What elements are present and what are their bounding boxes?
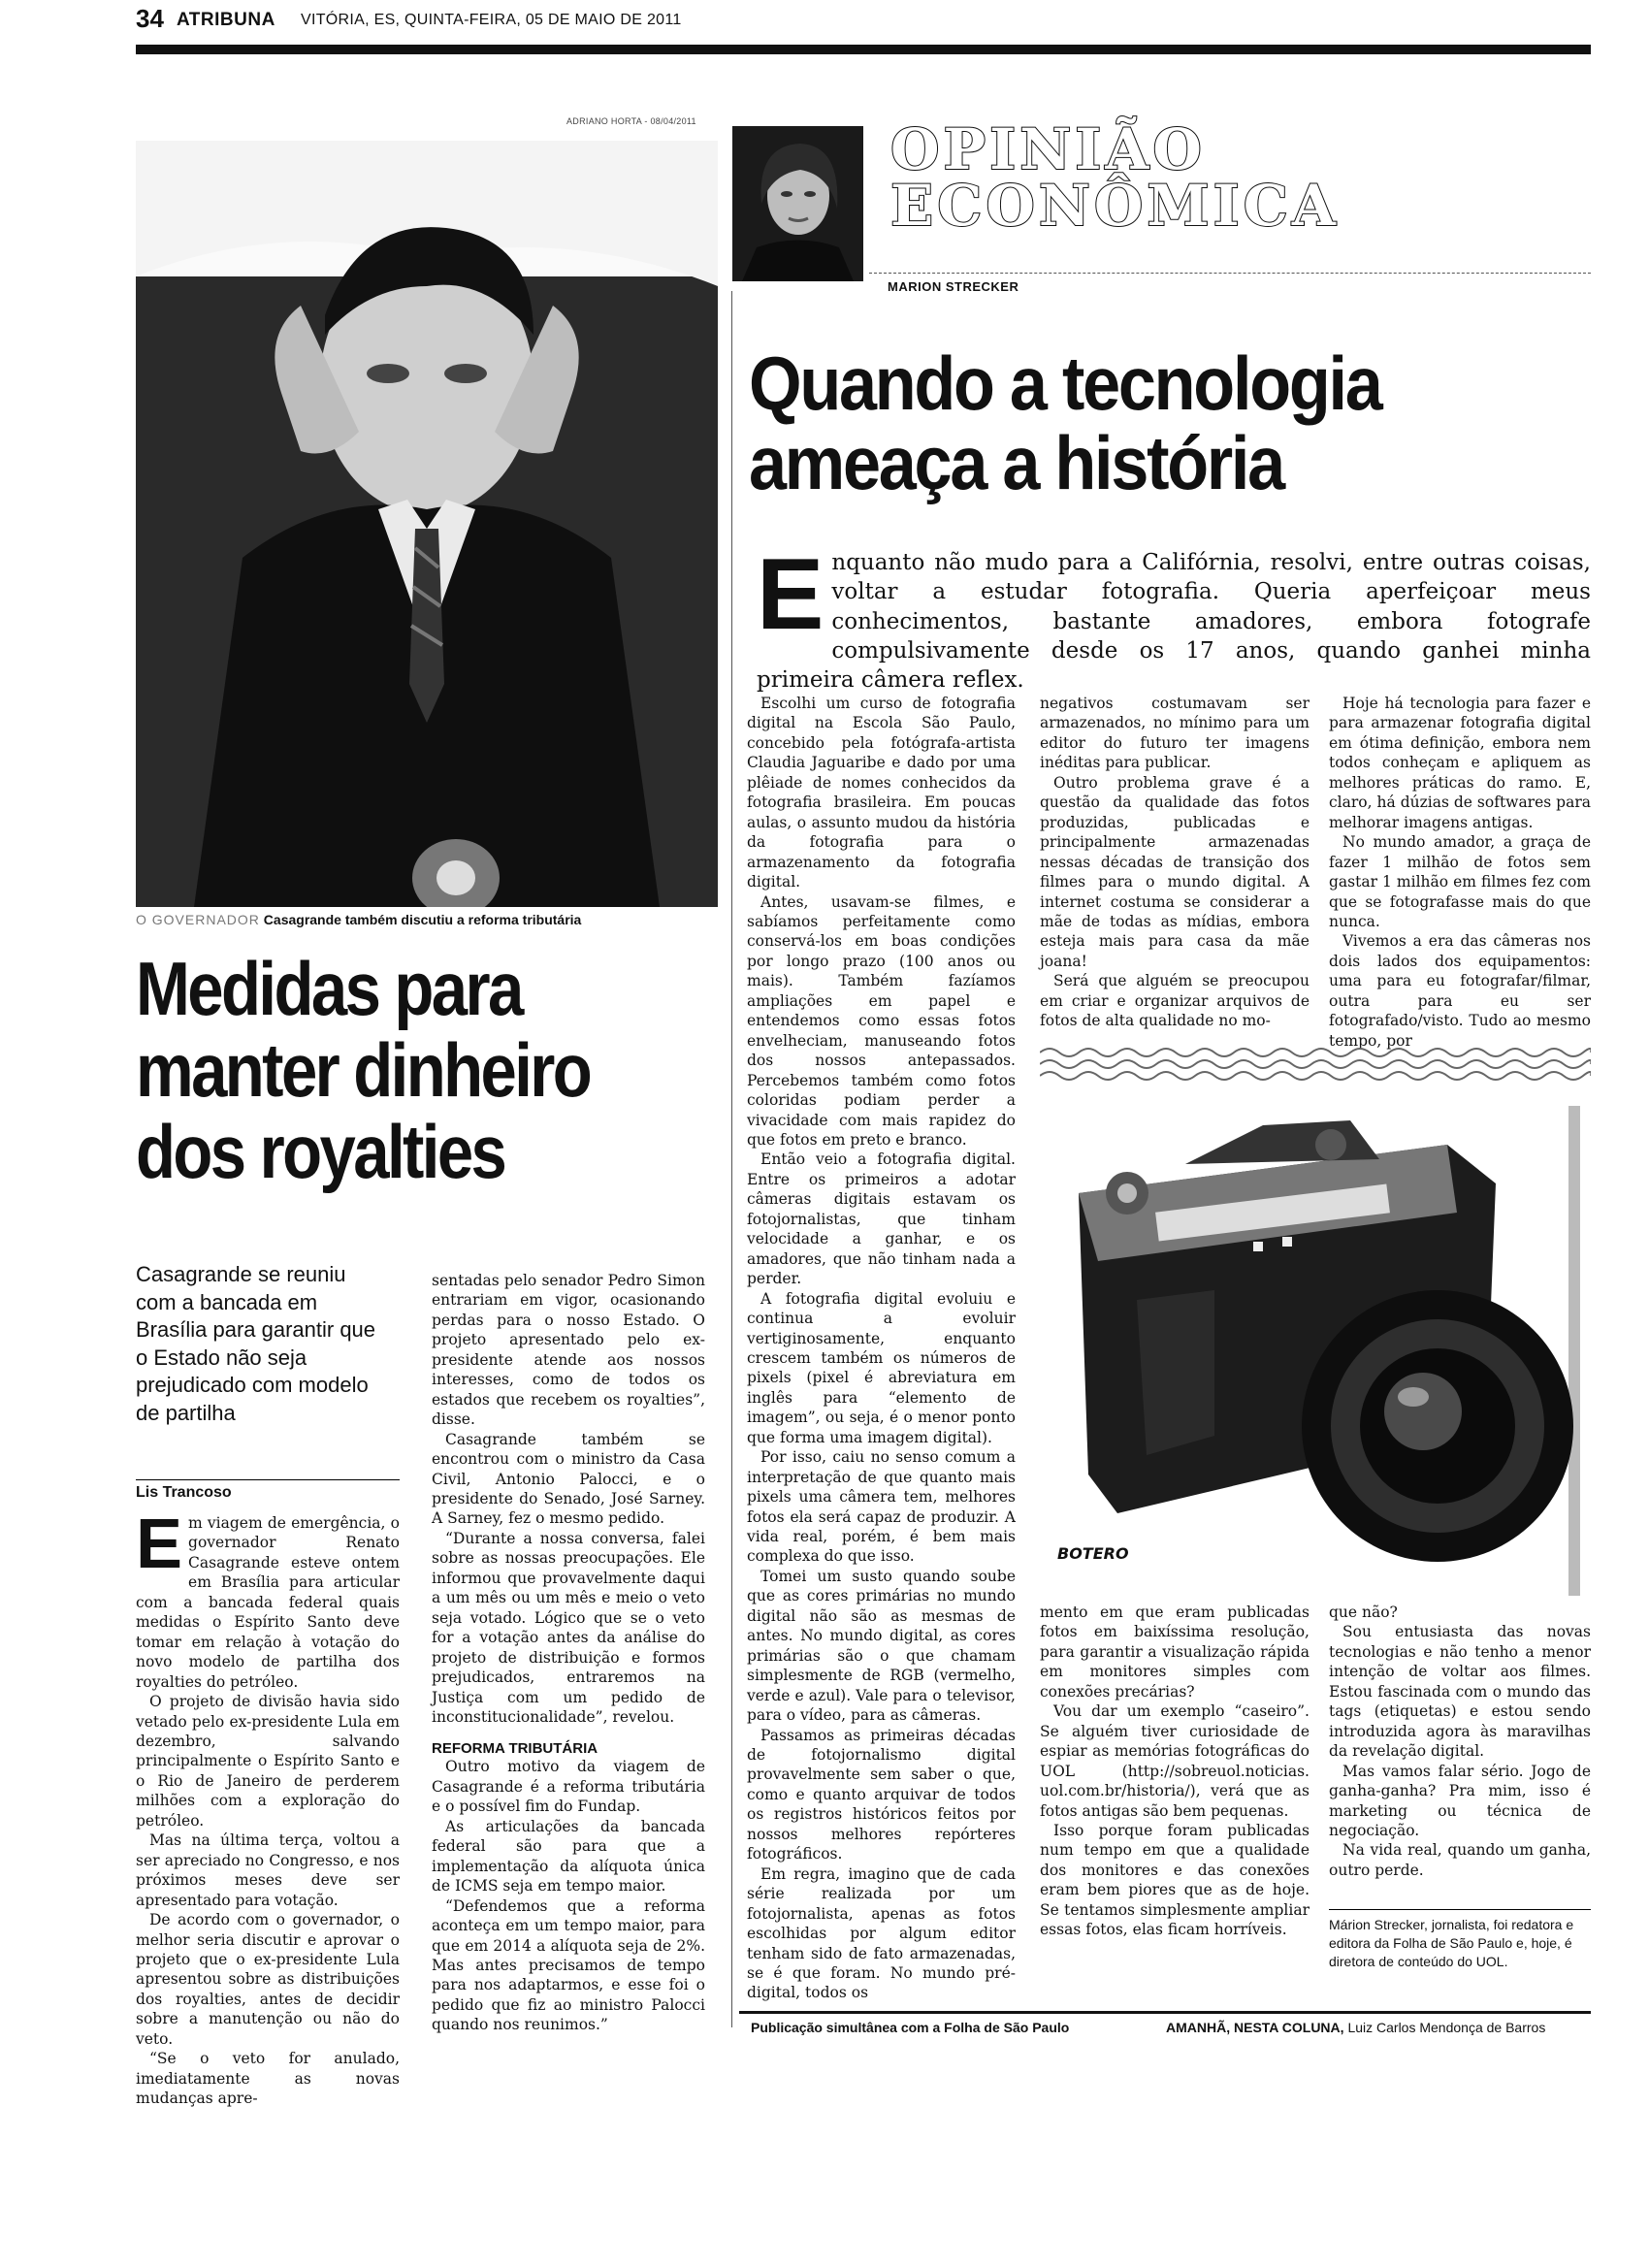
paragraph: O projeto de divisão havia sido vetado pelo ex-presidente Lula em dezembro, salvando principalmente o Espírito Santo e o Rio de Janeiro de perderem milhões com a exploração do petróleo. — [136, 1693, 400, 1830]
paragraph: Sou entusiasta das novas tecnologias e não tenho a menor intenção de voltar aos filmes. Estou fascinada com o mundo das tags (etiquetas) e estou sendo introduzida agora às maravilhas da revelação digital. — [1329, 1623, 1591, 1761]
paragraph: Vivemos a era das câmeras nos dois lados dos equipamentos: uma para eu fotografar/filmar, outra para eu ser fotografado/visto. Tudo ao mesmo tempo, por — [1329, 932, 1591, 1050]
paragraph: Em regra, imagino que de cada série realizada por um fotojornalista, apenas as fotos escolhidas por algum editor tenham sido de fato armazenadas, se é que foram. No mundo pré-digital, todos os — [747, 1864, 1016, 2002]
caption-text: Casagrande também discutiu a reforma tributária — [263, 912, 582, 927]
lede-text: nquanto não mudo para a Califórnia, resolvi, entre outras coisas, voltar a estudar fotografia. Queria aperfeiçoar meus conhecimentos, bastante amadores, embora fotografe compulsivamente desde os 17 anos, quando ganhei minha primeira câmera reflex. — [757, 550, 1591, 694]
right-column-2-continued — [1040, 1603, 1310, 1940]
paragraph: Casagrande também se encontrou com o ministro da Casa Civil, Antonio Palocci, e o presidente do Senado, José Sarney. A Sarney, fez o mesmo pedido. — [432, 1430, 705, 1528]
paragraph: Hoje há tecnologia para fazer e para armazenar fotografia digital em ótima definição, embora nem todos conheçam e apliquem as melhores práticas do ramo. E, claro, há dúzias de softwares para melhorar imagens antigas. — [1329, 695, 1591, 831]
section-title-line: ECONÔMICA — [890, 173, 1340, 239]
bio-rule — [1329, 1909, 1591, 1910]
paragraph: Antes, usavam-se filmes, e sabíamos perfeitamente como conservá-los em boas condições por longo prazo (100 anos ou mais). Também fazíamos ampliações em papel e entendemos como essas fotos envelheciam, manuseando fotos dos nossos antepassados. Percebemos também como fotos coloridas podiam perder a vivacidade com mais rapidez do que fotos em preto e branco. — [747, 892, 1016, 1149]
wave-pattern — [1040, 1043, 1591, 1091]
right-column-2 — [1040, 694, 1310, 1031]
paragraph: “Durante a nossa conversa, falei sobre as nossas preocupações. Ele informou que provavelmente daqui a um mês ou um mês e meio o veto seja votado. Lógico que se o veto for a votação antes da análise do projeto de distribuição e formos prejudicados, entraremos na Justiça com um pedido de inconstitucionalidade”, revelou. — [432, 1529, 705, 1726]
section-rule — [869, 273, 1591, 274]
paragraph: mento em que eram publicadas fotos em baixíssima resolução, para garantir a visualização rápida em monitores simples com conexões precárias? — [1040, 1604, 1310, 1701]
subhead: REFORMA TRIBUTÁRIA — [432, 1740, 598, 1758]
byline-rule — [136, 1479, 400, 1480]
caption-kicker: O GOVERNADOR — [136, 912, 260, 927]
paragraph: Por isso, caiu no senso comum a interpretação de que quanto mais pixels uma câmera tem, melhores fotos ela será capaz de produzir. A vida real, porém, é bem mais complexa do que isso. — [747, 1448, 1016, 1566]
paragraph: As articulações da bancada federal são para que a implementação da alíquota única de ICMS seja em tempo maior. — [432, 1817, 705, 1895]
paragraph: “Defendemos que a reforma aconteça em um tempo maior, para que em 2014 a alíquota seja de 2%. Mas antes precisamos de tempo para nos adaptarmos, e esse foi o pedido que fiz ao ministro Palocci quando nos reunimos.” — [432, 1896, 705, 2034]
page-number: 34 — [136, 4, 164, 33]
footer-rule — [739, 2011, 1591, 2014]
footer-next-column — [1166, 2020, 1545, 2035]
left-deck: Casagrande se reuniu com a bancada em Brasília para garantir que o Estado não seja prejudicado com modelo de partilha — [136, 1262, 376, 1425]
byline: Lis Trancoso — [136, 1484, 232, 1501]
paragraph: sentadas pelo senador Pedro Simon entrariam em vigor, ocasionando perdas para o nosso Estado. O projeto apresentado pelo ex-presidente atende aos nossos interesses, como de todos os estados que recebem os royalties”, disse. — [432, 1272, 705, 1429]
paragraph-text: m viagem de emergência, o governador Renato Casagrande esteve ontem em Brasília para articular com a bancada federal quais medidas o Espírito Santo deve tomar em relação à votação do novo modelo de partilha dos royalties do petróleo. — [136, 1514, 400, 1691]
header-rule — [136, 45, 1591, 54]
paragraph: Mas na última terça, voltou a ser apreciado no Congresso, e nos próximos meses deve ser apresentado para votação. — [136, 1831, 400, 1909]
author-bio: Márion Strecker, jornalista, foi redatora e editora da Folha de São Paulo e, hoje, é diretora de conteúdo do UOL. — [1329, 1917, 1574, 1969]
paragraph: De acordo com o governador, o melhor seria discutir e aprovar o projeto que o ex-presidente Lula apresentou sobre as distribuições dos royalties, antes de decidir sobre a manutenção ou não do veto. — [136, 1911, 400, 2048]
camera-drawing — [1040, 1106, 1591, 1596]
author-portrait-illustration — [732, 126, 863, 281]
paragraph — [136, 1506, 400, 1692]
paragraph: Tomei um susto quando soube que as cores primárias no mundo digital não são as mesmas de antes. No mundo digital, as cores primárias são o que chamam simplesmente de RGB (vermelho, verde e azul). Vale para o televisor, para o vídeo, para as câmeras. — [747, 1567, 1016, 1725]
footer-publication-note: Publicação simultânea com a Folha de São Paulo — [751, 2020, 1070, 2035]
photo-caption — [136, 912, 718, 927]
column-separator — [731, 291, 732, 2027]
page-header — [136, 4, 1591, 45]
paragraph: Será que alguém se preocupou em criar e organizar arquivos de fotos de alta qualidade no mo- — [1040, 972, 1310, 1030]
paragraph: Na vida real, quando um ganha, outro perde. — [1329, 1841, 1591, 1879]
paragraph: Vou dar um exemplo “caseiro”. Se alguém tiver curiosidade de espiar as memórias fotográficas do UOL (http://sobreuol.noticias. uol.com.br/historia/), verá que as fotos antigas são bem pequenas. — [1040, 1702, 1310, 1820]
paragraph: Outro motivo da viagem de Casagrande é a reforma tributária e o possível fim do Fundap. — [432, 1758, 705, 1816]
right-column-3-continued — [1329, 1603, 1591, 1880]
paragraph: Isso porque foram publicadas num tempo em que a qualidade dos monitores e das conexões eram bem piores que as de hoje. Se tentamos simplesmente ampliar essas fotos, elas ficam horríveis. — [1040, 1821, 1310, 1939]
author-name: MARION STRECKER — [888, 279, 1019, 294]
author-photo — [732, 126, 863, 281]
camera-illustration — [1040, 1106, 1591, 1596]
paragraph: A fotografia digital evoluiu e continua a evoluir vertiginosamente, enquanto crescem também os números de pixels (pixel é abreviatura em inglês para “elemento de imagem”, ou seja, é o menor ponto que forma uma imagem digital). — [747, 1289, 1016, 1446]
left-headline — [136, 946, 636, 1195]
right-headline-line: ameaça a história — [749, 419, 1283, 505]
governor-photo — [136, 141, 718, 907]
lede-dropcap: E — [757, 538, 824, 651]
dropcap: E — [136, 1506, 183, 1583]
section-title — [890, 116, 1340, 239]
paragraph: Então veio a fotografia digital. Entre os primeiros a adotar câmeras digitais estavam os fotojornalistas, que tinham velocidade a ganhar, e os amadores, que não tinham nada a perder. — [747, 1150, 1016, 1288]
right-headline — [749, 340, 1500, 505]
right-headline-line: Quando a tecnologia — [749, 340, 1381, 426]
left-column-1 — [136, 1506, 400, 2109]
wave-divider — [1040, 1043, 1591, 1091]
paragraph: que não? — [1329, 1604, 1398, 1621]
photo-credit: ADRIANO HORTA - 08/04/2011 — [566, 116, 696, 126]
governor-photo-illustration — [136, 141, 718, 907]
newspaper-name: ATRIBUNA — [177, 10, 275, 30]
paragraph: Escolhi um curso de fotografia digital na Escola São Paulo, concebido pela fotógrafa-artista Claudia Jaguaribe e dado por uma plêiade de nomes conhecidos da fotografia brasileira. Em poucas aulas, o assunto mudou da história da fotografia para o armazenamento da fotografia digital. — [747, 695, 1016, 891]
paragraph: Mas vamos falar sério. Jogo de ganha-ganha? Pra mim, isso é marketing ou técnica de negociação. — [1329, 1762, 1591, 1839]
footer-next-name: Luiz Carlos Mendonça de Barros — [1347, 2020, 1546, 2035]
right-column-3 — [1329, 694, 1591, 1051]
lede-paragraph — [757, 538, 1591, 696]
paragraph: No mundo amador, a graça de fazer 1 milhão de fotos sem gastar 1 milhão em filmes fez com que se fotografasse mais do que nunca. — [1329, 833, 1591, 930]
dateline: VITÓRIA, ES, QUINTA-FEIRA, 05 DE MAIO DE 2011 — [301, 12, 682, 28]
paragraph: negativos costumavam ser armazenados, no mínimo para um editor do futuro ter imagens inéditas para publicar. — [1040, 695, 1310, 772]
paragraph: Outro problema grave é a questão da qualidade das fotos produzidas, publicadas e principalmente armazenadas nessas décadas de transição dos filmes para o mundo digital. A internet costuma se considerar a mãe de todas as mídias, embora esteja mais para casa da mãe joana! — [1040, 773, 1310, 970]
section-title-line: OPINIÃO — [890, 116, 1206, 182]
illustration-signature: BOTERO — [1057, 1544, 1129, 1563]
right-column-1 — [747, 694, 1016, 2003]
left-headline-line: manter dinheiro — [136, 1027, 591, 1113]
footer-next-label: AMANHÃ, NESTA COLUNA, — [1166, 2020, 1344, 2035]
paragraph: “Se o veto for anulado, imediatamente as novas mudanças apre- — [136, 2050, 400, 2108]
paragraph: Passamos as primeiras décadas de fotojornalismo digital provavelmente sem saber o que, como e quanto arquivar de todos os registros históricos feitos por nossos melhores repórteres fotográficos. — [747, 1726, 1016, 1863]
left-headline-line: Medidas para — [136, 946, 522, 1031]
left-headline-line: dos royalties — [136, 1109, 505, 1194]
left-column-2 — [432, 1271, 705, 2035]
